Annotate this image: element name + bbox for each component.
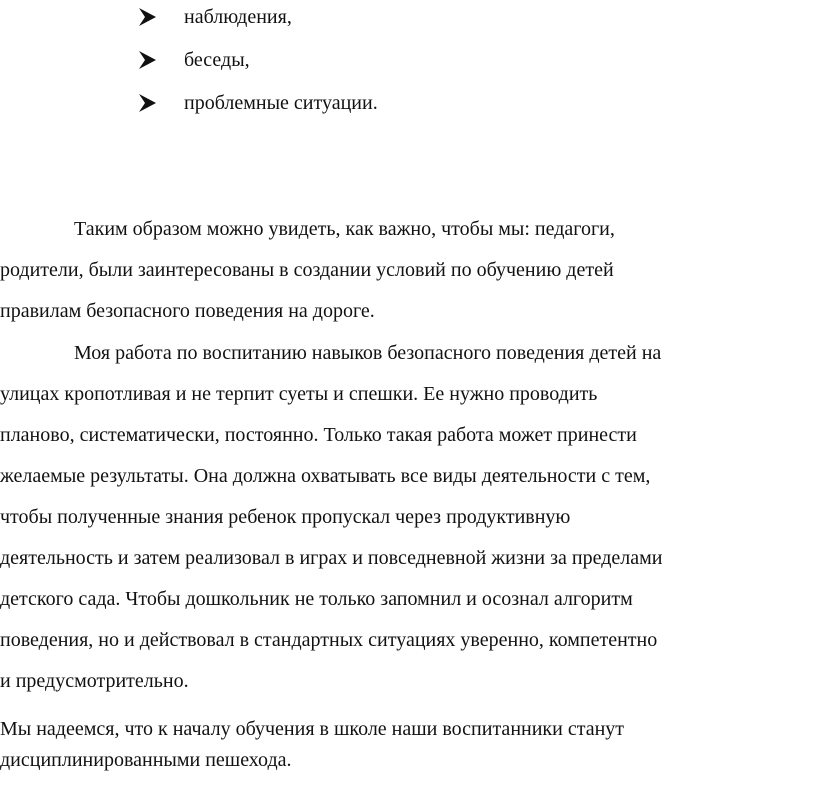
paragraph-line: поведения, но и действовал в стандартных ситуациях уверенно, компетентно (0, 629, 658, 651)
paragraph-line: чтобы полученные знания ребенок пропускал через продуктивную (0, 506, 571, 528)
paragraph-line: Моя работа по воспитанию навыков безопасного поведения детей на (74, 342, 662, 364)
paragraph-line: правилам безопасного поведения на дороге. (0, 300, 375, 322)
paragraph-line: Мы надеемся, что к началу обучения в школе наши воспитанники станут (0, 718, 625, 740)
paragraph-line: планово, систематически, постоянно. Только такая работа может принести (0, 424, 637, 446)
bullet-text: беседы, (184, 49, 250, 71)
bullet-text: проблемные ситуации. (184, 92, 378, 114)
paragraph-hope (0, 714, 816, 776)
paragraph-line: улицах кропотливая и не терпит суеты и спешки. Ее нужно проводить (0, 383, 598, 405)
paragraph-conclusion (0, 209, 816, 332)
paragraph-work-description (0, 333, 816, 702)
bullet-text: наблюдения, (184, 6, 292, 28)
paragraph-line: деятельность и затем реализовал в играх и повседневной жизни за пределами (0, 547, 663, 569)
paragraph-line: Таким образом можно увидеть, как важно, чтобы мы: педагоги, (74, 218, 615, 240)
paragraph-line: желаемые результаты. Она должна охватывать все виды деятельности с тем, (0, 465, 651, 487)
paragraph-line: и предусмотрительно. (0, 670, 189, 692)
paragraph-line: детского сада. Чтобы дошкольник не только запомнил и осознал алгоритм (0, 588, 633, 610)
arrowhead-bullet-icon (136, 93, 158, 113)
paragraph-line: родители, были заинтересованы в создании условий по обучению детей (0, 259, 614, 281)
paragraph-line: дисциплинированными пешехода. (0, 749, 292, 771)
arrowhead-bullet-icon (136, 7, 158, 27)
arrowhead-bullet-icon (136, 50, 158, 70)
